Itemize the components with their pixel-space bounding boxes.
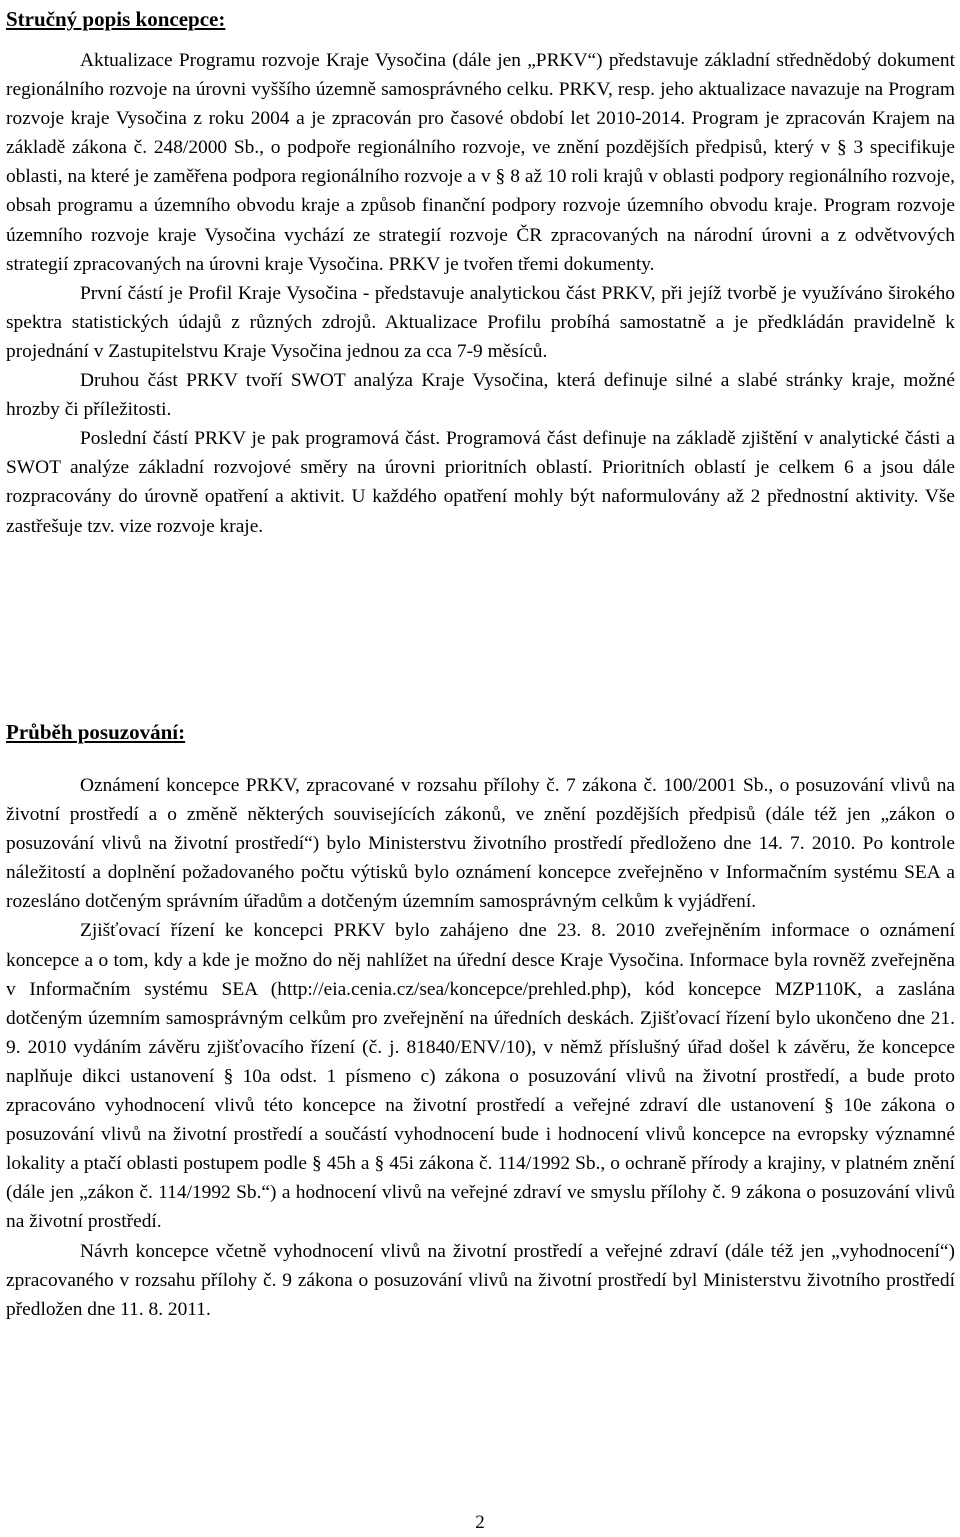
section-assessment-process <box>6 771 955 1324</box>
paragraph: Oznámení koncepce PRKV, zpracované v rozsahu přílohy č. 7 zákona č. 100/2001 Sb., o posuzování vlivů na životní prostředí a o změně některých souvisejících zákonů, ve znění pozdějších předpisů (dále též jen „zákon o posuzování vlivů na životní prostředí“) bylo Ministerstvu životního prostředí předloženo dne 14. 7. 2010. Po kontrole náležitostí a doplnění požadovaného počtu výtisků bylo oznámení koncepce zveřejněno v Informačním systému SEA a rozesláno dotčeným správním úřadům a dotčeným územním samosprávným celkům k vyjádření. <box>6 775 955 913</box>
heading-assessment-process: Průběh posuzování: <box>6 720 186 744</box>
paragraph: Aktualizace Programu rozvoje Kraje Vysočina (dále jen „PRKV“) představuje základní střednědobý dokument regionálního rozvoje na úrovni vyššího územně samosprávného celku. PRKV, resp. jeho aktualizace navazuje na Program rozvoje kraje Vysočina z roku 2004 a je zpracován pro časové období let 2010-2014. Program je zpracován Krajem na základě zákona č. 248/2000 Sb., o podpoře regionálního rozvoje, ve znění pozdějších předpisů, který v § 3 specifikuje oblasti, na které je zaměřena podpora regionálního rozvoje a v § 8 až 10 roli krajů v oblasti podpory regionálního rozvoje, obsah programu a územního obvodu kraje a způsob finanční podpory rozvoje územního obvodu kraje. Program rozvoje územního rozvoje kraje Vysočina vychází ze strategií rozvoje ČR zpracovaných na národní úrovni a z odvětvových strategií zpracovaných na úrovni kraje Vysočina. PRKV je tvořen třemi dokumenty. <box>6 50 955 275</box>
paragraph: Druhou část PRKV tvoří SWOT analýza Kraje Vysočina, která definuje silné a slabé stránky kraje, možné hrozby či příležitosti. <box>6 370 955 421</box>
section-concept-summary <box>6 46 955 541</box>
paragraph: První částí je Profil Kraje Vysočina - představuje analytickou část PRKV, při jejíž tvorbě je využíváno širokého spektra statistických údajů z různých zdrojů. Aktualizace Profilu probíhá samostatně a je předkládán pravidelně k projednání v Zastupitelstvu Kraje Vysočina jednou za cca 7-9 měsíců. <box>6 282 955 362</box>
heading-concept-summary: Stručný popis koncepce: <box>6 7 226 31</box>
paragraph: Poslední částí PRKV je pak programová část. Programová část definuje na základě zjištění v analytické části a SWOT analýze základní rozvojové směry na úrovni prioritních oblastí. Prioritních oblastí je celkem 6 a jsou dále rozpracovány do úrovně opatření a aktivit. U každého opatření mohly být naformulovány až 2 přednostní aktivity. Vše zastřešuje tzv. vize rozvoje kraje. <box>6 428 955 537</box>
paragraph: Návrh koncepce včetně vyhodnocení vlivů na životní prostředí a veřejné zdraví (dále též jen „vyhodnocení“) zpracovaného v rozsahu přílohy č. 9 zákona o posuzování vlivů na životní prostředí byl Ministerstvu životního prostředí předložen dne 11. 8. 2011. <box>6 1240 955 1320</box>
paragraph: Zjišťovací řízení ke koncepci PRKV bylo zahájeno dne 23. 8. 2010 zveřejněním informace o oznámení koncepce a o tom, kdy a kde je možno do něj nahlížet na úřední desce Kraje Vysočina. Informace byla rovněž zveřejněna v Informačním systému SEA (http://eia.cenia.cz/sea/koncepce/prehled.php), kód koncepce MZP110K, a zaslána dotčeným územním samosprávným celkům pro zveřejnění na úředních deskách. Zjišťovací řízení bylo ukončeno dne 21. 9. 2010 vydáním závěru zjišťovacího řízení (č. j. 81840/ENV/10), v němž příslušný úřad došel k závěru, že koncepce naplňuje dikci ustanovení § 10a odst. 1 písmeno c) zákona o posuzování vlivů na životní prostředí, a bude proto zpracováno vyhodnocení vlivů této koncepce na životní prostředí a veřejné zdraví dle ustanovení § 10e zákona o posuzování vlivů na životní prostředí a součástí vyhodnocení bude i hodnocení vlivů koncepce na evropsky významné lokality a ptačí oblasti postupem podle § 45h a § 45i zákona č. 114/1992 Sb., o ochraně přírody a krajiny, v platném znění (dále jen „zákon č. 114/1992 Sb.“) a hodnocení vlivů na veřejné zdraví ve smyslu přílohy č. 9 zákona o posuzování vlivů na životní prostředí. <box>6 920 955 1233</box>
page-number: 2 <box>475 1512 485 1533</box>
